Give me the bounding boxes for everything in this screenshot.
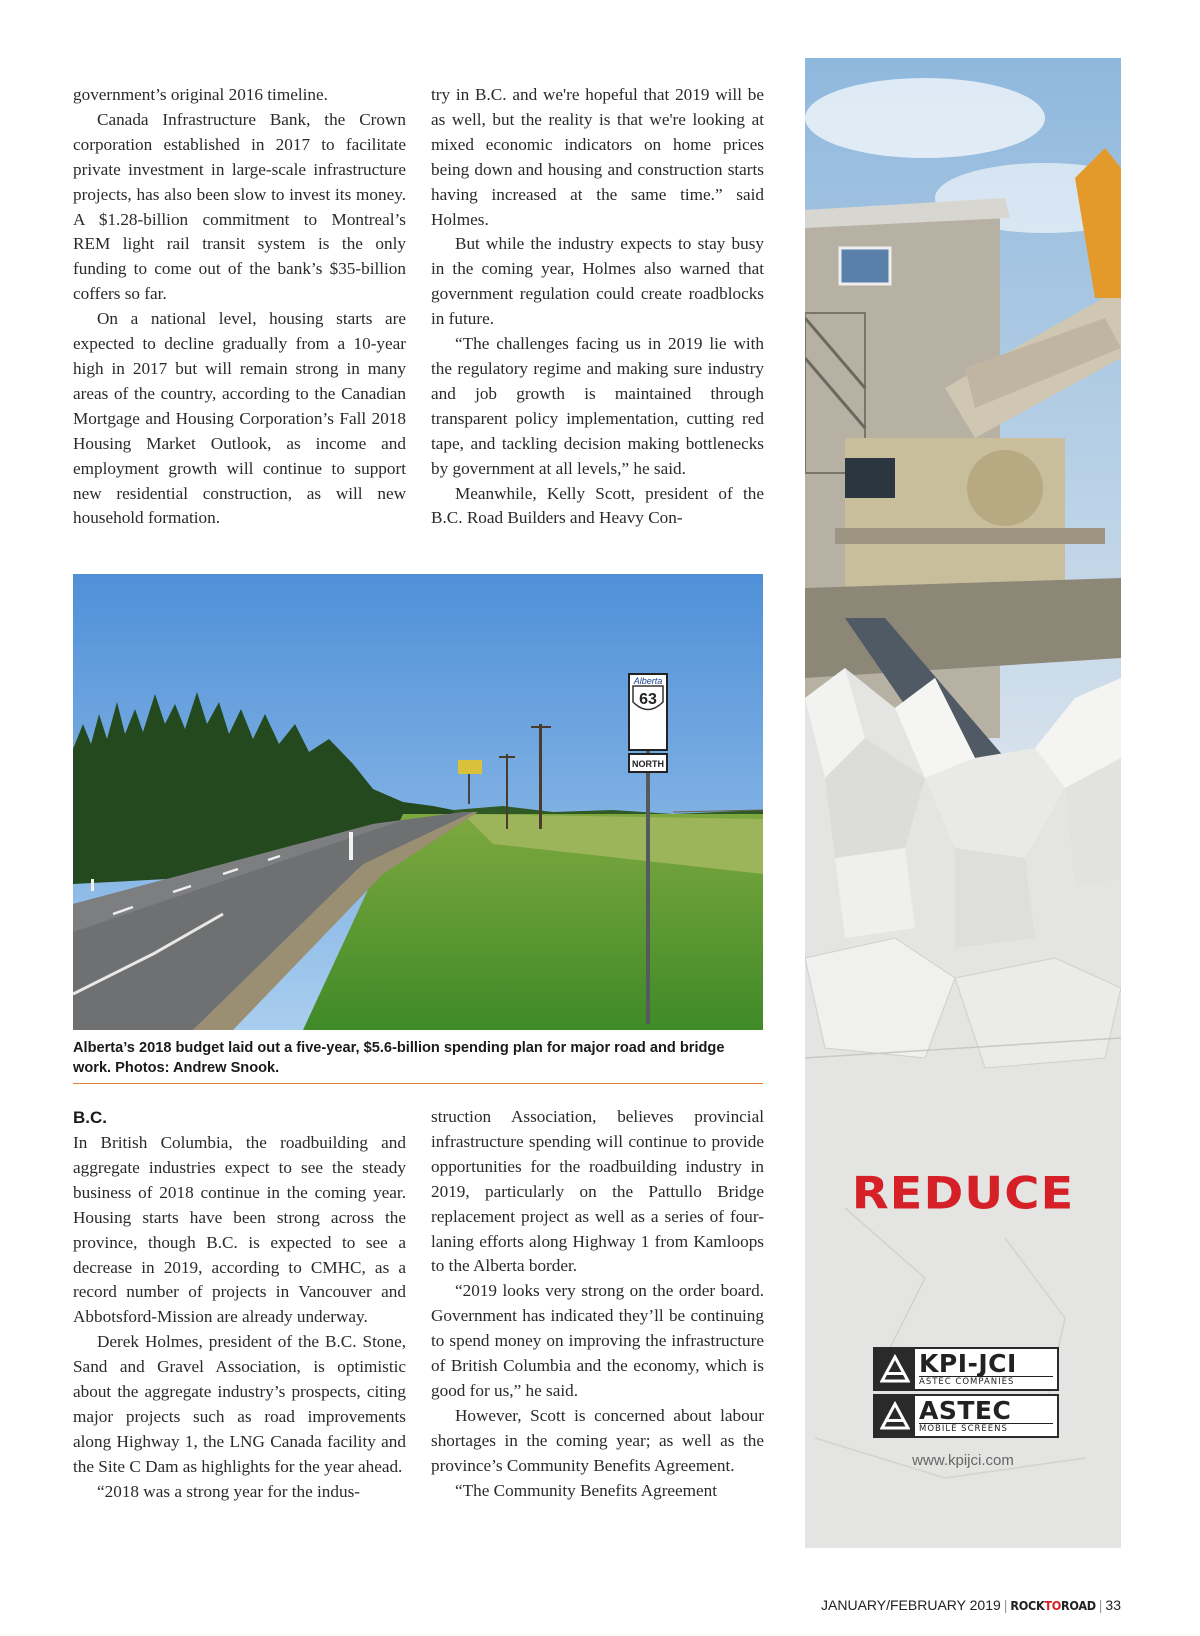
paragraph: struction Association, believes provincial infrastructure spending will continue to provide opportunities for the roadbuilding industry in 2019, particularly on the Pattullo Bridge replacement project as well as a series of four-laning efforts along Highway 1 from Kamloops to the Alberta border. [431, 1107, 764, 1276]
magazine-name-part: ROAD [1061, 1598, 1096, 1613]
logo-name: ASTEC [919, 1395, 1012, 1425]
article-column-4 [431, 1105, 764, 1504]
paragraph: “The challenges facing us in 2019 lie with the regulatory regime and making sure industry and job growth is maintained through transparent policy implementation, cutting red tape, and tackling decision making bottlenecks by government at all levels,” he said. [431, 334, 764, 478]
paragraph: government’s original 2016 timeline. [73, 85, 328, 104]
article-column-1 [73, 83, 406, 531]
sign-direction: NORTH [632, 759, 664, 769]
paragraph: “2018 was a strong year for the indus- [97, 1481, 360, 1501]
article-column-3 [73, 1105, 406, 1505]
ad-headline: REDUCE [851, 1168, 1075, 1220]
magazine-name-part: ROCK [1010, 1598, 1045, 1613]
photo-caption: Alberta’s 2018 budget laid out a five-year, $5.6-billion spending plan for major road and bridge work. Photos: Andrew Snook. [73, 1040, 725, 1076]
logo-name: KPI-JCI [919, 1348, 1017, 1378]
section-heading: B.C. [73, 1108, 107, 1127]
astec-mark-icon [875, 1349, 915, 1389]
paragraph: However, Scott is concerned about labour shortages in the coming year; as well as the province’s Community Benefits Agreement. [431, 1405, 764, 1475]
caption-divider [73, 1083, 763, 1084]
paragraph: “2019 looks very strong on the order board. Government has indicated they’ll be continuing to spend money on improving the infrastructure of British Columbia and the economy, which is good for us,” he said. [431, 1281, 764, 1400]
sign-province-text: Alberta [633, 676, 663, 686]
logo-subtitle: ASTEC COMPANIES [919, 1376, 1053, 1387]
paragraph: Canada Infrastructure Bank, the Crown corporation established in 2017 to facilitate private investment in large-scale infrastructure projects, has also been slow to invest its money. A $1.28-billion commitment to Montreal’s REM light rail transit system is the only funding to come out of the bank’s $35-billion coffers so far. [73, 109, 406, 304]
issue-date: JANUARY/FEBRUARY 2019 [821, 1597, 1001, 1613]
paragraph: try in B.C. and we're hopeful that 2019 will be as well, but the reality is that we're looking at mixed economic indicators on home prices being down and housing and construction starts having increased at the same time.” said Holmes. [431, 85, 764, 229]
paragraph: “The Community Benefits Agreement [455, 1480, 718, 1500]
ad-website-link[interactable]: www.kpijci.com [912, 1452, 1014, 1469]
logo-subtitle: MOBILE SCREENS [919, 1423, 1053, 1434]
paragraph: In British Columbia, the roadbuilding and aggregate industries expect to see the steady business of 2018 continue in the coming year. Housing starts have been strong across the province, though B.C. is expected to see a decrease in 2019, according to CMHC, as a record number of projects in Vancouver and Abbotsford-Mission are already underway. [73, 1133, 406, 1327]
advertisement[interactable] [805, 58, 1121, 1548]
article-column-2 [431, 83, 764, 531]
highway-photo [73, 574, 763, 1030]
page-footer [820, 1597, 1121, 1613]
astec-logo[interactable] [873, 1394, 1059, 1438]
magazine-name-part: TO [1044, 1598, 1062, 1613]
magazine-name [1010, 1598, 1095, 1613]
footer-separator: | [1098, 1597, 1103, 1613]
paragraph: Meanwhile, Kelly Scott, president of the B.C. Road Builders and Heavy Con- [431, 483, 764, 528]
astec-mark-icon [875, 1396, 915, 1436]
paragraph: Derek Holmes, president of the B.C. Stone, Sand and Gravel Association, is optimistic about the aggregate industry’s prospects, citing major projects such as road improvements along Highway 1, the LNG Canada facility and the Site C Dam as highlights for the year ahead. [73, 1332, 406, 1476]
kpi-jci-logo[interactable] [873, 1347, 1059, 1391]
paragraph: On a national level, housing starts are expected to decline gradually from a 10-year high in 2017 but will remain strong in many areas of the country, according to the Canadian Mortgage and Housing Corporation’s Fall 2018 Housing Market Outlook, as income and employment growth will continue to support new residential construction, as will new household formation. [73, 309, 406, 528]
paragraph: But while the industry expects to stay busy in the coming year, Holmes also warned that government regulation could create roadblocks in future. [431, 234, 764, 329]
ad-plant-image [805, 58, 1121, 1548]
footer-separator: | [1003, 1597, 1008, 1613]
page-number: 33 [1105, 1597, 1121, 1613]
sign-route-number: 63 [639, 691, 657, 708]
